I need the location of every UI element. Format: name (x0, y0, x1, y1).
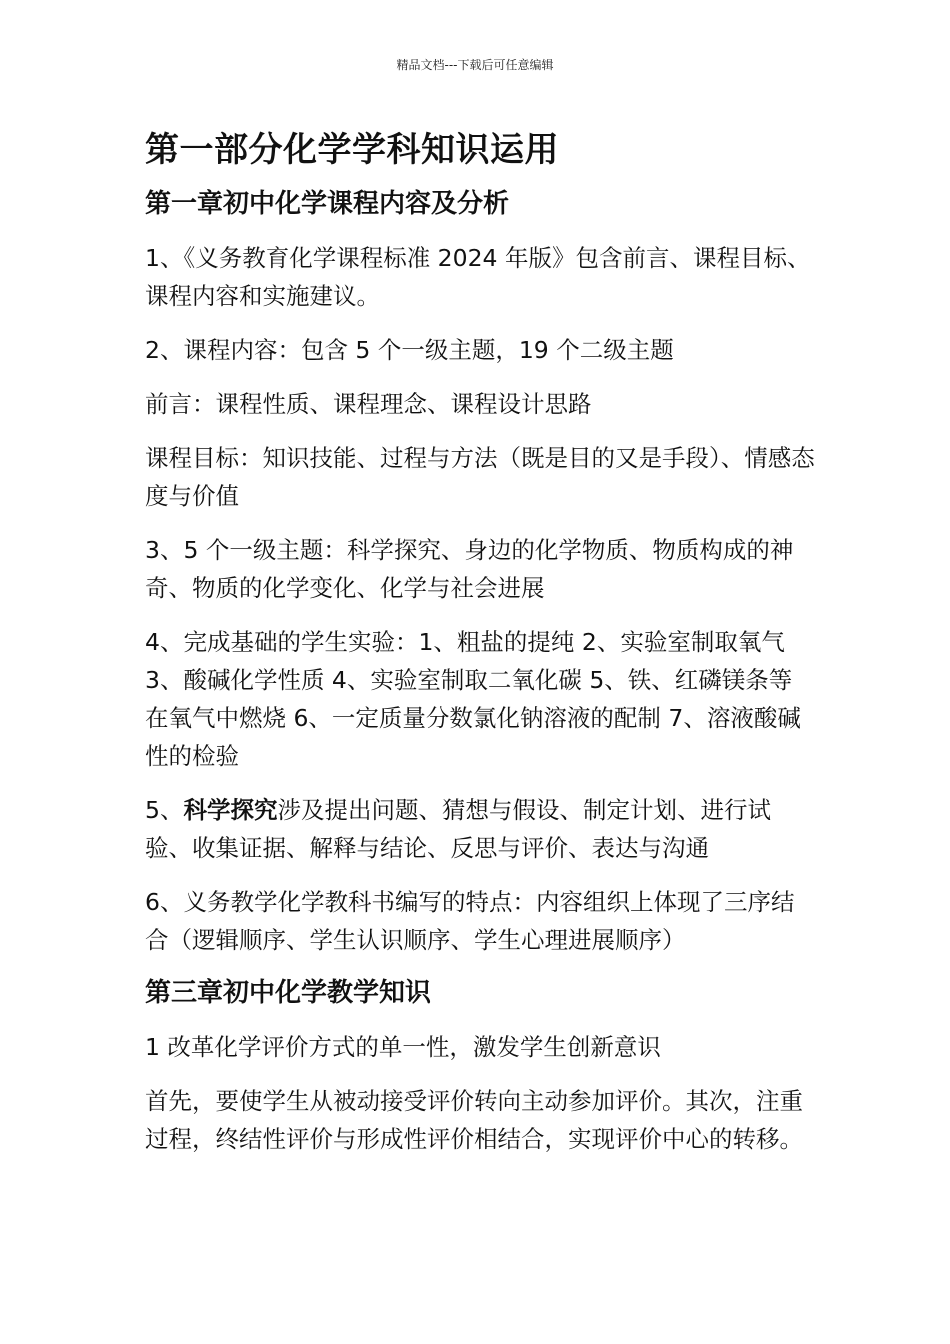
chapter1-title: 第一章初中化学课程内容及分析 (145, 189, 510, 219)
chapter1-paragraph-6: 4、完成基础的学生实验：1、粗盐的提纯 2、实验室制取氧气 3、酸碱化学性质 4、实验室制取二氧化碳 5、铁、红磷镁条等在氧气中燃烧 6、一定质量分数氯化钠溶液的配制 7、溶液酸碱性的检验 (145, 628, 801, 770)
chapter1-paragraph-2: 2、课程内容：包含 5 个一级主题，19 个二级主题 (145, 336, 674, 364)
chapter1-paragraph-8: 6、义务教学化学教科书编写的特点：内容组织上体现了三序结合（逻辑顺序、学生认识顺序、学生心理进展顺序） (145, 888, 795, 954)
chapter1-paragraph-5: 3、5 个一级主题：科学探究、身边的化学物质、物质构成的神奇、物质的化学变化、化学与社会进展 (145, 536, 794, 602)
chapter1-paragraph-1: 1、《义务教育化学课程标准 2024 年版》包含前言、课程目标、课程内容和实施建议。 (145, 244, 811, 310)
chapter3-title: 第三章初中化学教学知识 (145, 978, 432, 1008)
paragraph-7-bold-term: 科学探究 (183, 796, 278, 824)
header-note: 精品文档---下载后可任意编辑 (396, 58, 554, 72)
paragraph-7-prefix: 5、 (145, 796, 184, 824)
chapter3-paragraph-1: 1 改革化学评价方式的单一性，激发学生创新意识 (145, 1033, 661, 1061)
chapter1-paragraph-4: 课程目标：知识技能、过程与方法（既是目的又是手段）、情感态度与价值 (145, 444, 815, 510)
chapter3-paragraph-2: 首先，要使学生从被动接受评价转向主动参加评价。其次，注重过程，终结性评价与形成性评价相结合，实现评价中心的转移。 (145, 1087, 803, 1153)
part-title: 第一部分化学学科知识运用 (145, 130, 559, 170)
paragraph-7-rest: 涉及提出问题、猜想与假设、制定计划、进行试验、收集证据、解释与结论、反思与评价、表达与沟通 (145, 796, 771, 862)
chapter1-paragraph-3: 前言：课程性质、课程理念、课程设计思路 (145, 390, 592, 418)
chapter1-paragraph-7 (145, 791, 815, 867)
document-body (145, 128, 815, 1174)
